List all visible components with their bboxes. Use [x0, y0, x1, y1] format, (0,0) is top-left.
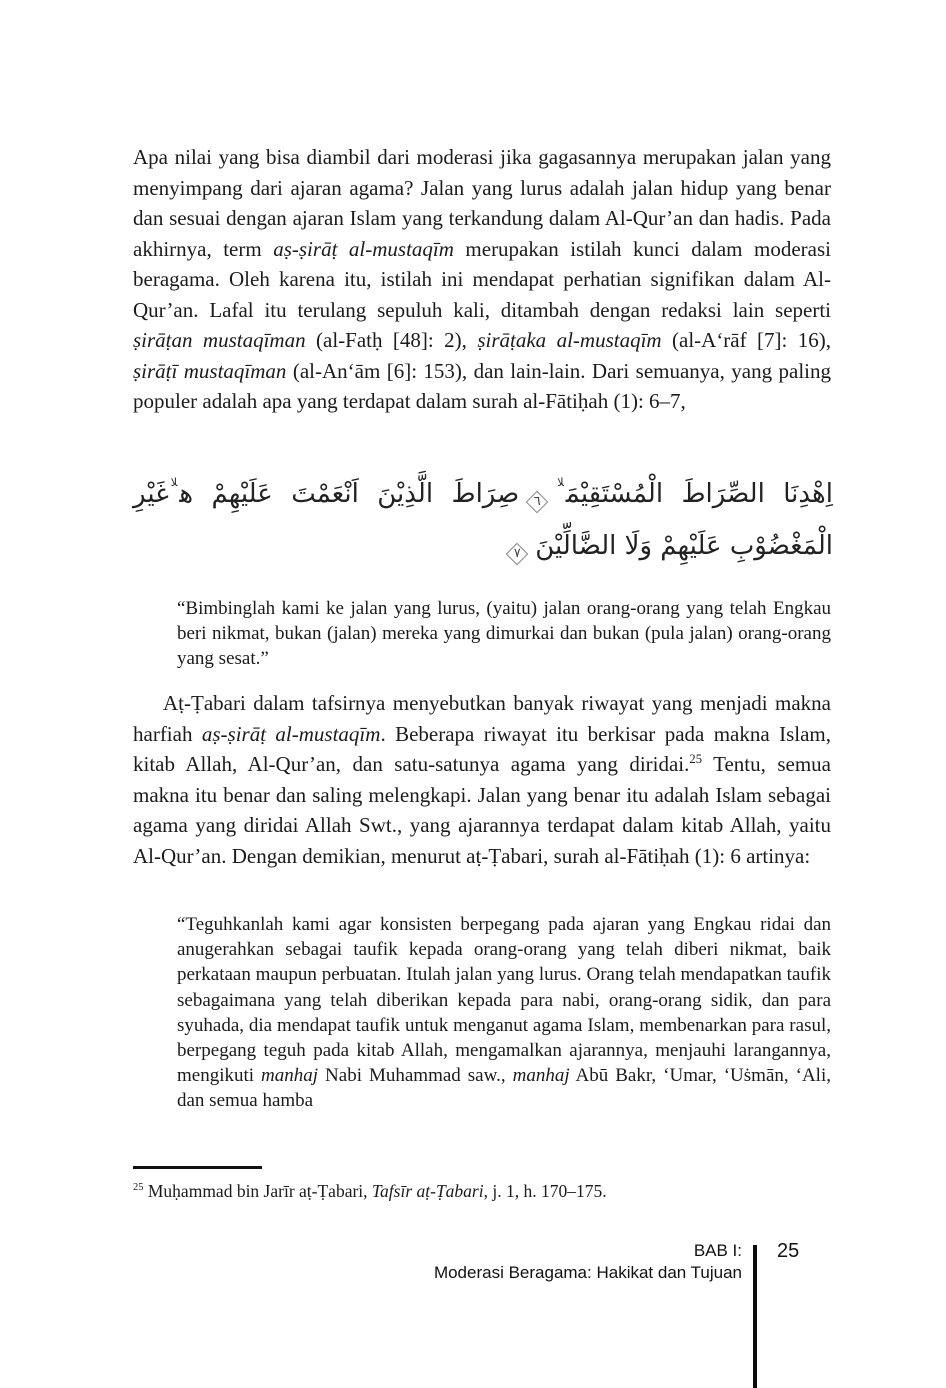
- verse-translation-quote: “Bimbinglah kami ke jalan yang lurus, (yaitu) jalan orang-orang yang telah Engkau beri nikmat, bukan (jalan) mereka yang dimurkai dan bukan (pula jalan) orang-orang yang sesat.”: [177, 598, 831, 670]
- chapter-title: Moderasi Beragama: Hakikat dan Tujuan: [433, 1263, 742, 1282]
- page-number: 25: [777, 1240, 800, 1262]
- footer-vertical-rule: [753, 1245, 757, 1388]
- chapter-label: BAB I:: [693, 1241, 742, 1260]
- paragraph-intro: Apa nilai yang bisa diambil dari moderasi jika gagasannya merupakan jalan yang menyimpang dari ajaran agama? Jalan yang lurus adalah jalan hidup yang benar dan sesuai dengan ajaran Islam yang terkandung dalam Al-Qur’an dan hadis. Pada akhirnya, term aṣ-ṣirāṭ al-mustaqīm merupakan istilah kunci dalam moderasi beragama. Oleh karena itu, istilah ini mendapat perhatian signifikan dalam Al-Qur’an. Lafal itu terulang sepuluh kali, ditambah dengan redaksi lain seperti ṣirāṭan mustaqīman (al-Fatḥ [48]: 2), ṣirāṭaka al-mustaqīm (al-A‘rāf [7]: 16), ṣirāṭī mustaqīman (al-An‘ām [6]: 153), dan lain-lain. Dari semuanya, yang paling populer adalah apa yang terdapat dalam surah al-Fātiḥah (1): 6–7,: [133, 145, 832, 413]
- arabic-verse-al-fatihah-6-7: اِهْدِنَا الصِّرَاطَ الْمُسْتَقِيْمَ$^{لا}$٦صِرَاطَ الَّذِيْنَ اَنْعَمْتَ عَلَيْهِمْ ه$^{لا}$غَيْرِ الْمَغْضُوْبِ عَلَيْهِمْ وَلَا الضَّالِّيْنَ٧: [133, 468, 833, 572]
- running-footer: [322, 1240, 742, 1284]
- footnote-25: $^{25}$ Muḥammad bin Jarīr aṭ-Ṭabari, Tafsīr aṭ-Ṭabari, j. 1, h. 170–175.: [133, 1181, 607, 1201]
- footnote-separator-rule: [133, 1166, 262, 1169]
- tafsir-blockquote: “Teguhkanlah kami agar konsisten berpegang pada ajaran yang Engkau ridai dan anugerahkan sebagai taufik kepada orang-orang yang telah diberi nikmat, baik perkataan maupun perbuatan. Itulah jalan yang lurus. Orang telah mendapatkan taufik sebagaimana yang telah diberikan kepada para nabi, orang-orang sidik, dan para syuhada, dia mendapat taufik untuk menganut agama Islam, membenarkan para rasul, berpegang teguh pada kitab Allah, mengamalkan ajarannya, menjauhi larangannya, mengikuti manhaj Nabi Muhammad saw., manhaj Abū Bakr, ‘Umar, ‘Uṡmān, ‘Ali, dan semua hamba: [177, 914, 831, 1112]
- paragraph-tabari: Aṭ-Ṭabari dalam tafsirnya menyebutkan banyak riwayat yang menjadi makna harfiah aṣ-ṣirāṭ al-mustaqīm. Beberapa riwayat itu berkisar pada makna Islam, kitab Allah, Al-Qur’an, dan satu-satunya agama yang diridai.$^{25}$ Tentu, semua makna itu benar dan saling melengkapi. Jalan yang benar itu adalah Islam sebagai agama yang diridai Allah Swt., yang ajarannya terdapat dalam kitab Allah, yaitu Al-Qur’an. Dengan demikian, menurut aṭ-Ṭabari, surah al-Fātiḥah (1): 6 artinya:: [133, 691, 831, 868]
